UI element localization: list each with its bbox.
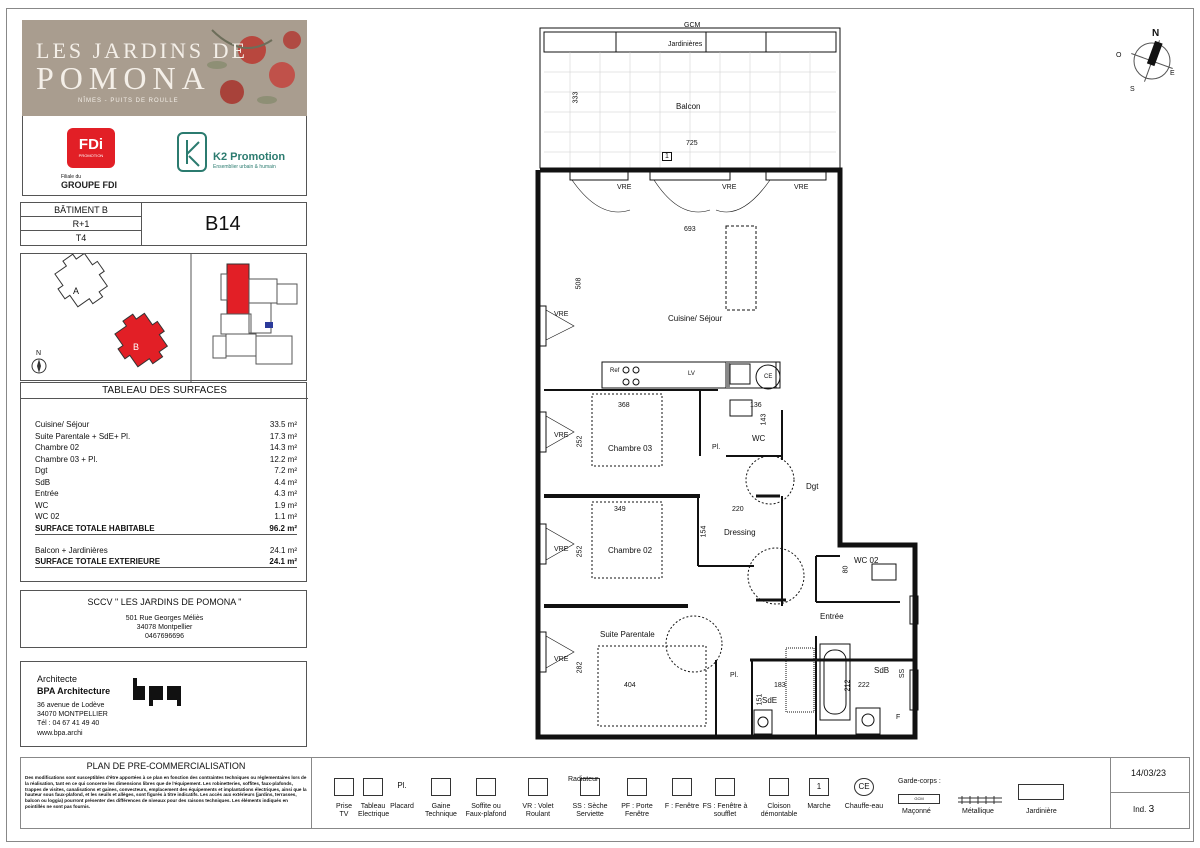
project-banner: [22, 20, 307, 116]
lot-type: T4: [75, 233, 87, 243]
plan-vre-7: VRE: [554, 656, 569, 663]
plan-marche: 1: [662, 152, 672, 161]
plan-d404: 404: [624, 682, 636, 689]
plan-d143: 143: [760, 413, 768, 426]
floor-plan: [530, 20, 930, 740]
banner-line2: POMONA: [36, 60, 211, 96]
garde-corps-gcm: GCM: [898, 794, 940, 804]
compass-n: N: [1152, 28, 1160, 39]
plan-jardinieres: Jardinières: [668, 41, 703, 48]
footer-title: PLAN DE PRE-COMMERCIALISATION: [86, 761, 246, 771]
legend-item: FS : Fenêtre à soufflet: [702, 803, 748, 818]
plan-vre-5: VRE: [554, 432, 569, 439]
k2-logo-icon: [177, 132, 207, 172]
banner-line1: LES JARDINS DE: [36, 38, 248, 63]
surface-row: Cuisine/ Séjour 33.5 m²: [35, 420, 297, 429]
legend-symbol: [672, 778, 692, 796]
legend-item: Chauffe-eau: [844, 803, 884, 810]
legend-symbol: [431, 778, 451, 796]
plan-dgt: Dgt: [806, 482, 819, 491]
plan-suite: Suite Parentale: [600, 630, 655, 639]
legend-symbol: [627, 778, 647, 796]
compass-s: S: [1130, 86, 1135, 93]
plan-d368: 368: [618, 402, 630, 409]
legend-symbol: [769, 778, 789, 796]
plan-ss-1: SS: [899, 668, 907, 679]
legend-symbol: 1: [809, 778, 829, 796]
legend-item: Tableau Electrique: [358, 803, 390, 818]
building-a-label: A: [73, 286, 80, 296]
plan-d693: 693: [684, 226, 696, 233]
plan-dressing: Dressing: [724, 528, 756, 537]
legend-symbol: [715, 778, 735, 796]
sccv-name: SCCV " LES JARDINS DE POMONA ": [87, 597, 242, 607]
legend-item: Soffite ou Faux-plafond: [465, 803, 507, 818]
legend-item: PF : Porte Fenêtre: [621, 803, 653, 818]
legend-item: F : Fenêtre: [664, 803, 700, 810]
footer-ind: Ind. 3: [1133, 804, 1155, 815]
plan-ref: Ref: [610, 368, 620, 374]
plan-vre-3: VRE: [794, 184, 809, 191]
plan-d80: 80: [842, 565, 850, 574]
fdi-filiale: Filiale du: [61, 174, 82, 180]
plan-d183: 183: [774, 682, 786, 689]
plan-d282: 282: [576, 661, 584, 674]
bpa-logo: [131, 674, 195, 706]
legend-item: Prise TV: [336, 803, 352, 818]
garde-corps-jardiniere-symbol: [1018, 784, 1064, 800]
plan-entree: Entrée: [820, 612, 844, 621]
plan-d222: 222: [858, 682, 870, 689]
plan-vre-1: VRE: [617, 184, 632, 191]
sccv-box: [20, 590, 307, 648]
situation-plan: [20, 253, 307, 381]
plan-d333: 333: [572, 91, 580, 104]
lot-numero: B14: [205, 213, 241, 235]
legend-symbol: [528, 778, 548, 796]
surface-row: WC 1.9 m²: [35, 500, 297, 510]
garde-corps-metal-symbol: [958, 794, 1002, 804]
situation-north: N: [36, 350, 42, 357]
building-b-label: B: [133, 342, 140, 352]
plan-ce: CE: [764, 374, 773, 380]
plan-ch02: Chambre 02: [608, 546, 653, 555]
plan-d725: 725: [686, 140, 698, 147]
plan-d252-2: 252: [576, 545, 584, 558]
k2-name: K2 Promotion: [213, 151, 286, 163]
plan-d151: 151: [756, 693, 764, 706]
k2-tagline: Ensemblier urbain & humain: [213, 164, 276, 170]
lot-batiment: BÂTIMENT B: [21, 203, 141, 217]
legend-top-label: Radiateur: [568, 776, 599, 783]
plan-wc: WC: [752, 434, 766, 443]
surface-row: Suite Parentale + SdE+ Pl. 17.3 m²: [35, 431, 297, 441]
plan-balcon: Balcon: [676, 102, 701, 111]
surfaces-title: TABLEAU DES SURFACES: [102, 385, 227, 396]
lot-box: [20, 202, 307, 246]
lot-niveau: R+1: [21, 217, 141, 231]
architect-name: BPA Architecture: [37, 686, 111, 696]
sccv-phone: 0467696696: [145, 633, 184, 640]
legend-item: SS : Sèche Serviette: [572, 803, 608, 818]
plan-pl-2: Pl.: [730, 672, 739, 679]
surface-total-habitable: SURFACE TOTALE HABITABLE 96.2 m²: [35, 523, 297, 533]
legend-item: Cloison démontable: [760, 803, 798, 818]
plan-d154: 154: [700, 525, 708, 538]
plan-d212: 212: [844, 679, 852, 692]
plan-d136: 136: [750, 402, 762, 409]
architect-phone: Tél : 04 67 41 49 40: [37, 720, 100, 727]
surface-row: WC 02 1.1 m²: [35, 512, 297, 521]
fdi-logo: FDi PROMOTION: [67, 128, 115, 168]
banner-subtitle: NÎMES - PUITS DE ROULLE: [78, 98, 179, 104]
legend-item: Placard: [390, 803, 414, 810]
architect-box: [20, 661, 307, 747]
plan-lv: LV: [688, 371, 695, 377]
plan-d252-1: 252: [576, 435, 584, 448]
plan-vre-6: VRE: [554, 546, 569, 553]
sccv-address2: 34078 Montpellier: [136, 624, 193, 631]
surface-row: Entrée 4.3 m²: [35, 489, 297, 498]
plan-sejour: Cuisine/ Séjour: [668, 314, 723, 323]
garde-corps-jardiniere: Jardinière: [1026, 808, 1057, 815]
architect-label: Architecte: [37, 674, 78, 684]
legend-symbol: [476, 778, 496, 796]
architect-web[interactable]: www.bpa.archi: [37, 730, 83, 737]
plan-f: F: [896, 714, 901, 721]
promoter-logos: [22, 116, 307, 196]
surface-row: Chambre 02 14.3 m²: [35, 443, 297, 452]
plan-wc02: WC 02: [854, 556, 879, 565]
groupe-fdi: GROUPE FDI: [61, 180, 118, 190]
legend-symbol: [334, 778, 354, 796]
plan-d508: 508: [575, 277, 583, 290]
legend-item: Marche: [807, 803, 831, 810]
surface-ext-row: Balcon + Jardinières 24.1 m²: [35, 545, 297, 555]
plan-vre-4: VRE: [554, 311, 569, 318]
garde-corps-title: Garde-corps :: [898, 778, 941, 785]
garde-corps-metal: Métallique: [962, 808, 994, 815]
legend-item: Gaine Technique: [425, 803, 457, 818]
plan-sde: SdE: [762, 696, 778, 705]
legend-symbol: [363, 778, 383, 796]
compass-o: O: [1116, 52, 1122, 59]
plan-pl-1: Pl.: [712, 444, 721, 451]
legend-symbol: CE: [854, 778, 874, 796]
legend-item: VR : Volet Roulant: [522, 803, 554, 818]
legend-symbol: Pl.: [397, 781, 407, 790]
footer-disclaimer: Des modifications sont susceptibles d'être apportées à ce plan en fonction des contraintes techniques ou réglementaires lors de la réalisation, tant en ce qui concerne les dimensions libres que de l'équipement. Les robinetteries, soffites, faux-plafonds, trappes de visites, canalisations et gaines, convecteurs, emplacement des équipements et implantations électriques, ainsi que la hauteur sous faux-plafond, et les seuils et allèges, sont figurés à titre indicatifs. Les accès aux extérieurs (jardins, terrasses, balcon ou loggia) pourront présenter des différences de niveaux pour des raisons techniques. Les éléments indiqués en pointillés ne sont pas fournis.: [25, 775, 307, 809]
architect-address2: 34070 MONTPELLIER: [37, 711, 108, 718]
footer-date: 14/03/23: [1131, 768, 1167, 778]
plan-ch03: Chambre 03: [608, 444, 653, 453]
surface-row: SdB 4.4 m²: [35, 477, 297, 487]
surface-row: Dgt 7.2 m²: [35, 466, 297, 475]
plan-d220: 220: [732, 506, 744, 513]
plan-vre-2: VRE: [722, 184, 737, 191]
plan-gcm: GCM: [684, 22, 701, 29]
surface-total-exterieure: SURFACE TOTALE EXTERIEURE 24.1 m²: [35, 557, 297, 566]
plan-sdb: SdB: [874, 666, 890, 675]
garde-corps-macon: Maçonné: [902, 808, 931, 815]
plan-d349: 349: [614, 506, 626, 513]
compass-e: E: [1170, 70, 1175, 77]
surfaces-table: [20, 382, 307, 582]
sccv-address1: 501 Rue Georges Méliès: [125, 615, 204, 622]
surface-row: Chambre 03 + Pl. 12.2 m²: [35, 454, 297, 464]
architect-address1: 36 avenue de Lodève: [37, 702, 105, 709]
